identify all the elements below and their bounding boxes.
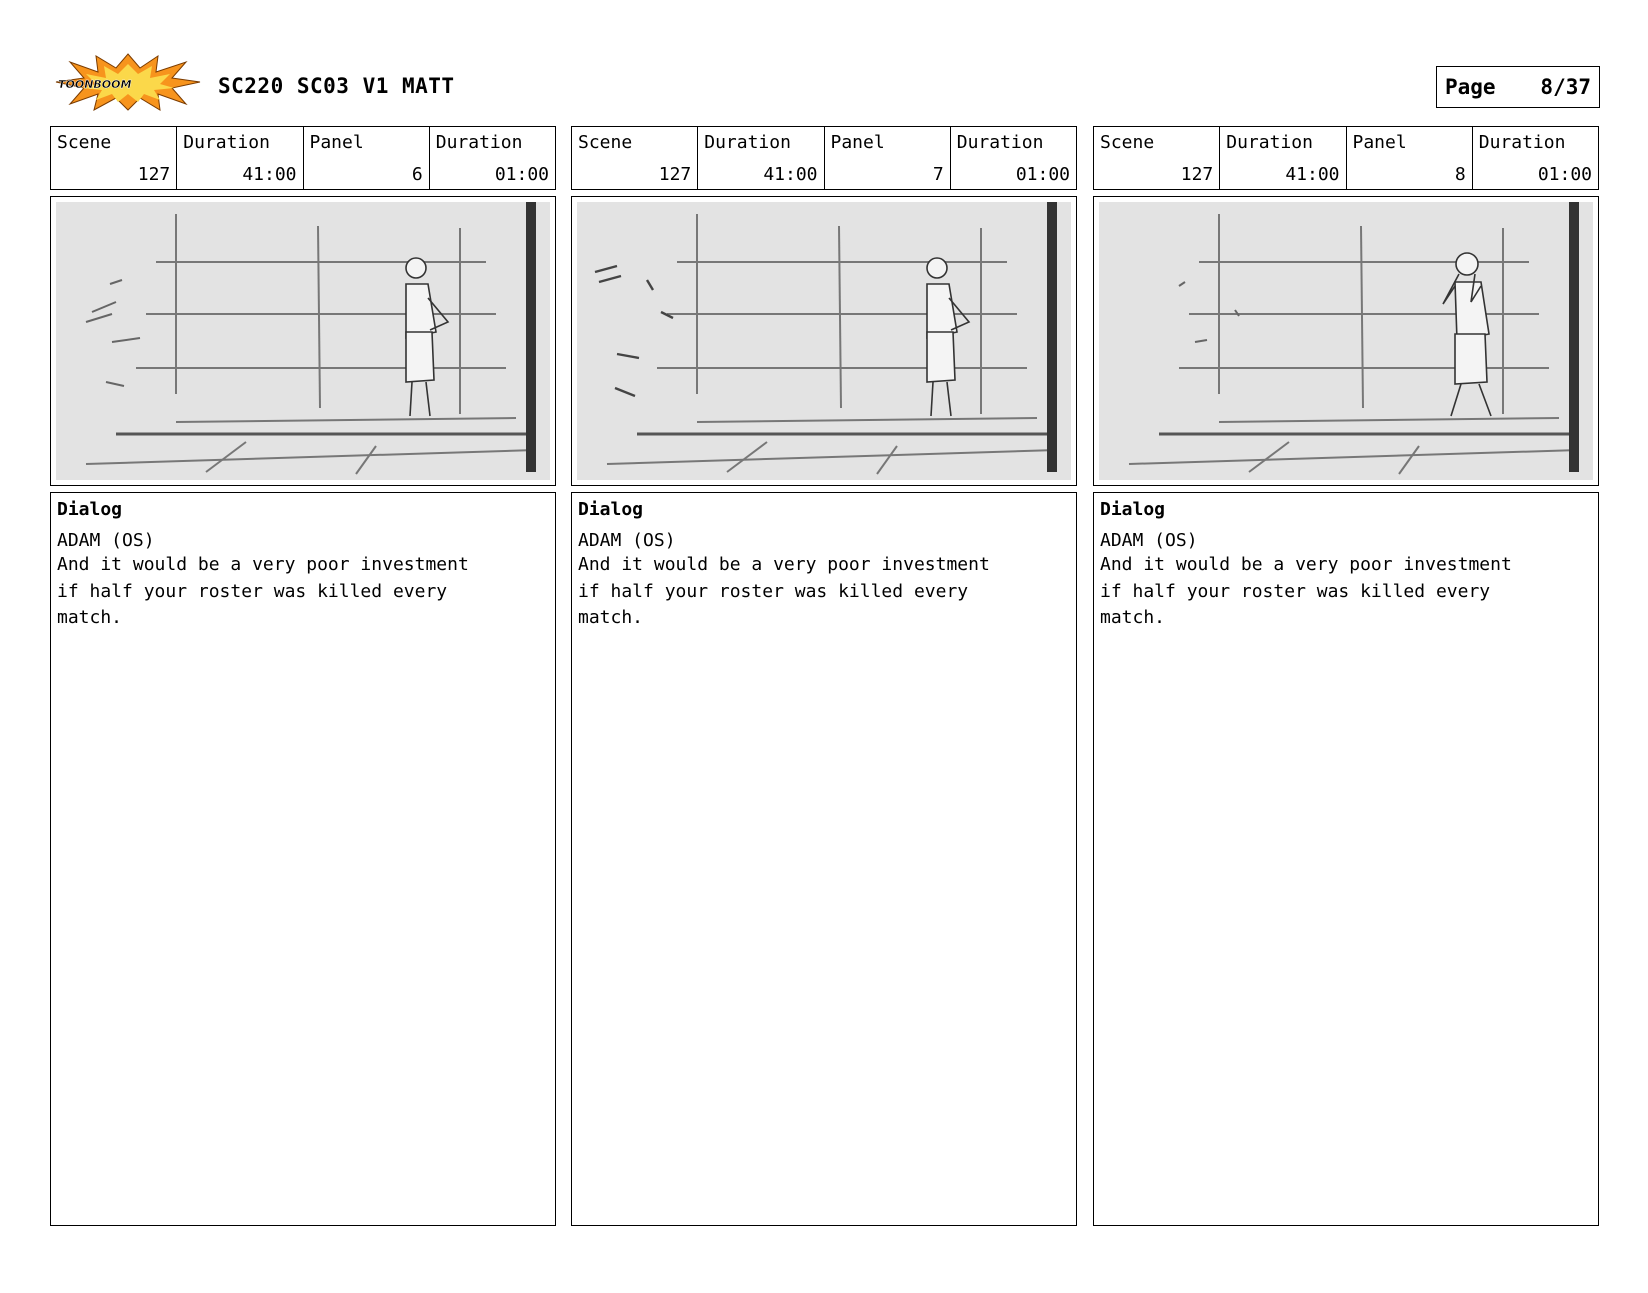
- dialog-heading: Dialog: [1100, 499, 1166, 520]
- duration-label: Duration: [183, 132, 270, 153]
- storyboard-title: SC220 SC03 V1 MATT: [218, 74, 455, 98]
- panel-cell: [304, 127, 430, 189]
- toonboom-logo: [54, 52, 202, 112]
- panel-number: 8: [1454, 164, 1466, 185]
- character-sketch: [927, 258, 969, 416]
- dialog-line: And it would be a very poor investment: [57, 554, 469, 575]
- logo-text: TOONBOOM: [58, 78, 132, 91]
- panel-duration: 01:00: [494, 164, 549, 185]
- scene-duration: 41:00: [242, 164, 297, 185]
- dialog-speaker: ADAM (OS): [57, 530, 155, 551]
- dialog-line: if half your roster was killed every: [578, 580, 969, 602]
- panel-sketch: [577, 202, 1071, 480]
- dialog-speaker: ADAM (OS): [578, 530, 676, 551]
- dialog-line: And it would be a very poor investment: [578, 554, 990, 575]
- character-sketch: [406, 258, 448, 416]
- panel-label: Panel: [309, 132, 364, 153]
- scene-duration-cell: [1220, 127, 1346, 189]
- page-label: Page: [1445, 75, 1496, 99]
- panel-info-table: [50, 126, 556, 190]
- dialog-speaker: ADAM (OS): [1100, 530, 1198, 551]
- scene-duration-cell: [177, 127, 303, 189]
- duration-label: Duration: [704, 132, 791, 153]
- panel-cell: [825, 127, 951, 189]
- duration-label: Duration: [956, 132, 1044, 153]
- panel-duration: 01:00: [1537, 164, 1592, 185]
- page-indicator: [1436, 66, 1600, 108]
- scene-duration: 41:00: [1285, 164, 1340, 185]
- dialog-line: match.: [57, 607, 123, 628]
- scene-label: Scene: [1100, 132, 1155, 153]
- dialog-box: [571, 492, 1077, 1226]
- dialog-line: if half your roster was killed every: [1100, 580, 1491, 602]
- dialog-box: [1093, 492, 1599, 1226]
- panel-duration: 01:00: [1015, 164, 1070, 185]
- scene-number: 127: [658, 164, 692, 185]
- panel-number: 7: [932, 164, 944, 185]
- panel-number: 6: [411, 164, 423, 185]
- panel-sketch: [56, 202, 550, 480]
- scene-number: 127: [1180, 164, 1214, 185]
- scene-duration: 41:00: [763, 164, 818, 185]
- panel-sketch-frame: [571, 196, 1077, 486]
- dialog-line: if half your roster was killed every: [57, 580, 448, 602]
- dialog-heading: Dialog: [578, 499, 644, 520]
- scene-label: Scene: [578, 132, 633, 153]
- panel-column: [1093, 126, 1599, 1226]
- panel-column: [50, 126, 556, 1226]
- panel-duration-cell: [1473, 127, 1598, 189]
- page-number: 8/37: [1540, 75, 1591, 99]
- character-sketch: [1443, 253, 1491, 416]
- panel-info-table: [1093, 126, 1599, 190]
- panel-sketch: [1099, 202, 1593, 480]
- panel-label: Panel: [830, 132, 885, 153]
- dialog-line: match.: [578, 607, 644, 628]
- dialog-heading: Dialog: [57, 499, 123, 520]
- panel-duration-cell: [951, 127, 1076, 189]
- dialog-line: match.: [1100, 607, 1166, 628]
- panel-duration-cell: [430, 127, 555, 189]
- dialog-line: And it would be a very poor investment: [1100, 554, 1512, 575]
- panel-column: [571, 126, 1077, 1226]
- panel-cell: [1347, 127, 1473, 189]
- panel-info-table: [571, 126, 1077, 190]
- scene-cell: [51, 127, 177, 189]
- scene-cell: [572, 127, 698, 189]
- scene-duration-cell: [698, 127, 824, 189]
- dialog-box: [50, 492, 556, 1226]
- duration-label: Duration: [1226, 132, 1313, 153]
- duration-label: Duration: [435, 132, 523, 153]
- panel-label: Panel: [1352, 132, 1407, 153]
- panel-sketch-frame: [50, 196, 556, 486]
- scene-cell: [1094, 127, 1220, 189]
- scene-label: Scene: [57, 132, 112, 153]
- panel-sketch-frame: [1093, 196, 1599, 486]
- duration-label: Duration: [1478, 132, 1566, 153]
- scene-number: 127: [137, 164, 171, 185]
